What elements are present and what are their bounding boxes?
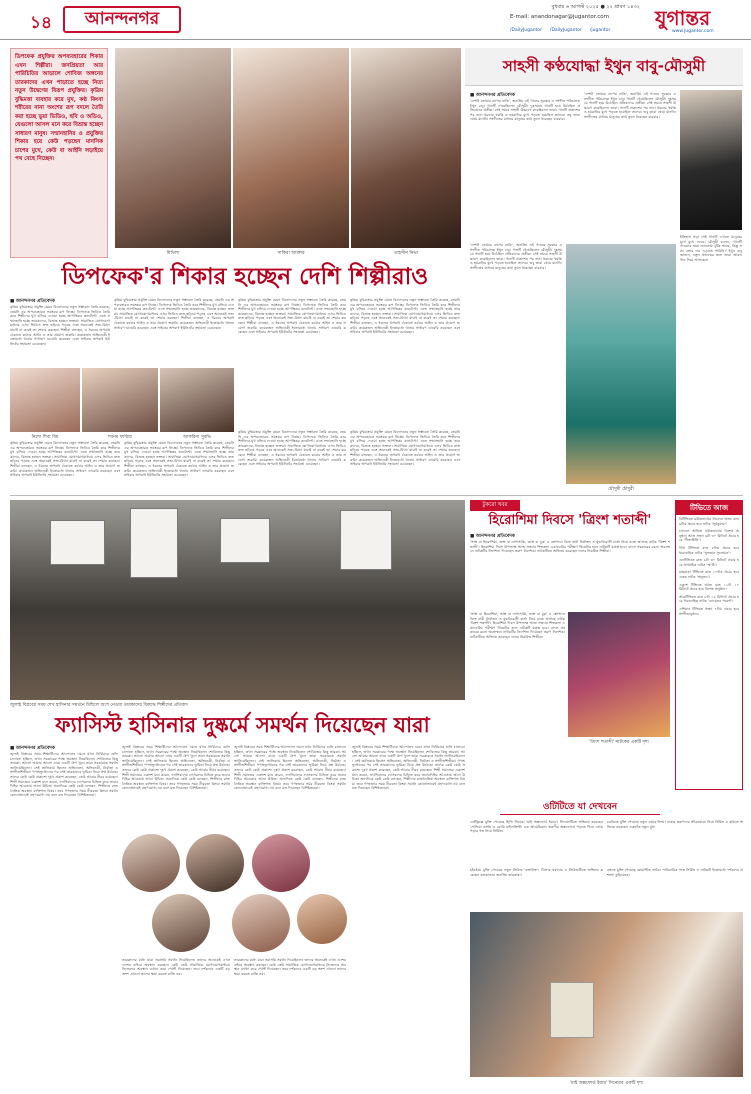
actress-photo-1 xyxy=(115,48,231,248)
tv-item: এনটিভিতে রাত ৯টা ৩০ মিনিটে প্রচার হবে সাপ্তাহিক নাটক 'আমি'। xyxy=(679,558,739,567)
fascist-body-col3b: তারকাদের মধ্যে যারা সরাসরি সমর্থন দিয়েছিলেন তাদের অনেকেই এখন দেশের বাইরে অবস্থান করছেন। কেউ কেউ সামাজিক যোগাযোগমাধ্যমে নিজেদের অবস্থান ব্যাখ্যা করে পোস্ট দিয়েছেন। তবে দর্শকদের একটি বড় অংশ এখনো তাদের ক্ষমা করতে রাজি নয়। xyxy=(234,958,346,976)
actress-photo-2 xyxy=(233,48,349,248)
small-photo-3 xyxy=(160,368,234,432)
tv-today-title: টিভিতে আজ xyxy=(676,501,742,515)
caption-3: তাহসীন নিভা xyxy=(393,251,419,256)
small-photo-2 xyxy=(82,368,158,432)
date-line: বুধবার ৬ আগস্ট ২০২৫ ● ২২ শ্রাবণ ১৪৩২ xyxy=(551,4,640,10)
hiroshima-kicker-text: টুকরো খবর xyxy=(482,502,508,508)
tv-item: বিটিভিতে রবীন্দ্রনাথের নিবেদন আজ রাত ৯টায় প্রচার হবে নাটক 'সূর্যকুমার'। xyxy=(679,517,739,526)
artist-photo-4 xyxy=(152,894,210,952)
deepfake-byline: ■ আনন্দনগর প্রতিবেদক xyxy=(10,299,55,304)
small-caption-1: নিশো শিবা বিয় xyxy=(31,435,59,440)
caption-2: সাকিরা আক্তার xyxy=(277,251,305,256)
artist-photo-1 xyxy=(122,834,180,892)
protest-placard-4 xyxy=(340,510,392,570)
tv-item: চ্যানেল আইতে রবীন্দ্রনাথের বিশেষ অনুষ্ঠান আজ সন্ধ্যা ৬টা ৩০ মিনিটে প্রচার হবে 'গীতাঞ্জলি'। xyxy=(679,529,739,543)
protest-photo xyxy=(10,500,465,700)
actress-photo-3 xyxy=(351,48,461,248)
artists-collage xyxy=(122,834,347,954)
artist-photo-3 xyxy=(252,834,310,892)
mousumi-photo xyxy=(566,244,676,484)
tv-today-list xyxy=(676,515,742,618)
section-title-text: আনন্দনগর xyxy=(84,9,160,29)
ott-item-1: নেটফ্লিক্সে মুক্তি পেয়েছে হিন্দি সিনেমা 'মাই অক্সফোর্ড ইয়ার'। সিনেমাটিতে অভিনয় করেছেন সোফিয়া কার্সন ও কোরি মাইলক্রিস্ট। এক আমেরিকান তরুণীর অক্সফোর্ডে পড়তে গিয়ে প্রেমে পড়ার গল্প নিয়ে নির্মিত। xyxy=(470,820,603,834)
hiroshima-body-2: 'তাম্র বা হিরোশিমা, তাম্র বা নাগাসাকি, তাম্র বা বুক' এ শ্লোগানে বিশ্বে নারী নির্যাতন ও যুদ্ধবিরোধী বার্তা নিয়ে মঞ্চে আসছে নাটক 'ত্রিংশ শতাব্দী'। হিরোশিমা দিবস উপলক্ষে আজ সন্ধ্যায় শিল্পকলা একাডেমির পরীক্ষণ থিয়েটার হলে নাটকটি মঞ্চস্থ হবে। বাদল সরকারের রচনা অবলম্বনে নাটকটির নির্দেশনা দিয়েছেন তরুণ নির্দেশক। নাটকটিতে অভিনয় করেছেন দলের নিয়মিত শিল্পীরা। xyxy=(470,612,565,639)
artist-photo-5 xyxy=(232,894,290,952)
tv-item: দীপ্ত টিভিতে রাত ৮টায় প্রচার হবে ধারাবাহিক নাটক 'সুলতান সুলেমান'। xyxy=(679,545,739,555)
deepfake-headline: ডিপফেক'র শিকার হচ্ছেন দেশি শিল্পীরাও xyxy=(61,264,429,290)
ott-photo xyxy=(470,912,743,1077)
ethun-photo xyxy=(680,90,742,230)
fascist-body-col4: জুলাই বিপ্লবের সময় শিক্ষার্থীদের আন্দোলন দমনে যখন নির্বিচারে গুলি চালানো হচ্ছিল, তখন সরকারের পক্ষে অবস্থান নিয়েছিলেন শোবিজের কিছু তারকা। আলো আমার আলো নামে একটি গ্রুপ খুলে তারা সরকারকে সমর্থন জানিয়েছিলেন। সেই তালিকায় ছিলেন অভিনেতা, অভিনেত্রী, নির্মাতা ও সংগীতশিল্পীরা। গণঅভ্যুত্থানের পর সেই তারকাদের ভূমিকা নিয়ে প্রশ্ন উঠেছে। তাদের কেউ কেউ প্রকাশ্যে দুঃখ প্রকাশ করেছেন, কেউ আবার নীরব রয়েছেন। শিল্পী সমাজের একাংশ মনে করেন, ফ্যাসিবাদের দোসরদের চিহ্নিত করে জবাবদিহির আওতায় আনা উচিত। অন্যদিকে কেউ কেউ বলছেন, শিল্পীদের রাজনৈতিক অবস্থান ব্যক্তিগত বিষয়। তবে গণহত্যার সময় নীরবতা কিংবা সমর্থন কোনোভাবেই গ্রহণযোগ্য নয় বলে মত দিয়েছেন বিশিষ্টজনরা। xyxy=(352,745,465,791)
mousumi-caption: মৌসুমী চৌধুরী xyxy=(608,487,634,492)
newspaper-logo: যুগান্তর xyxy=(655,6,711,30)
ethun-body-1: 'দেশটা তোমার বাপের নাকি', জনপ্রিয় এই গানের সুরকার ও সংগীত পরিচালক ইথুন বাবু। গানটি গেয়েছিলেন মৌসুমী। দুঃসময়ে গানটি হয়ে উঠেছিল প্রতিবাদের প্রতীক। সেই সময়ে সাহসী উচ্চারণ করেছিলেন তারা। গানটি প্রকাশের পর নানা ধরনের হুমকি ও হয়রানির মুখে পড়তে হয়েছিল তাদের। তবু তারা থেমে যাননি। সংগীতের মাধ্যমে মানুষের কথা তুলে ধরেছেন বারবার। xyxy=(470,99,580,122)
ott-caption: 'মাই অক্সফোর্ড ইয়ার' সিনেমার একটি দৃশ্য xyxy=(569,1081,644,1086)
deepfake-body-col4: কৃত্রিম বুদ্ধিমত্তার প্রযুক্তি যেমন বিনোদনের নতুন সম্ভাবনা তৈরি করেছে, তেমনি এর অপব্যবহারও ভয়ংকর রূপ নিচ্ছে। ডিপফেক ভিডিও তৈরি করে শিল্পীদের মুখ বসিয়ে দেওয়া হচ্ছে আপত্তিকর কনটেন্টে। এতে সম্মানহানি হচ্ছে তারকাদের, বিভ্রান্ত হচ্ছেন ভক্তরা। সামাজিক যোগাযোগমাধ্যমে এসব ভিডিও দ্রুত ছড়িয়ে পড়ছে এবং অনেকেই সত্য-মিথ্যা যাচাই না করেই তা শেয়ার করছেন। শিল্পীরা বলছেন, এ ধরনের অপরাধ ঠেকাতে কঠোর আইন ও তার প্রয়োগ জরুরি। কয়েকজন অভিনেত্রী ইতোমধ্যে থানায় সাধারণ ডায়েরি করেছেন এবং সাইবার অপরাধ ইউনিটের সহায়তা চেয়েছেন। xyxy=(350,298,460,335)
hiroshima-headline: হিরোশিমা দিবসে 'ত্রিংশ শতাব্দী' xyxy=(488,513,652,528)
divider-top xyxy=(10,495,743,496)
ott-item-3: চরকিতে মুক্তি পেয়েছে নতুন ওয়েব ফিল্ম। ঢাকার তরুণদের জীবনযাত্রা নিয়ে নির্মিত এ ছবিতে অভিনয় করেছেন একঝাঁক নতুন মুখ। xyxy=(607,820,743,829)
ethun-headline: সাহসী কণ্ঠযোদ্ধা ইথুন বাবু-মৌসুমী xyxy=(502,57,706,75)
deepfake-body-col1: কৃত্রিম বুদ্ধিমত্তার প্রযুক্তি যেমন বিনোদনের নতুন সম্ভাবনা তৈরি করেছে, তেমনি এর অপব্যবহারও ভয়ংকর রূপ নিচ্ছে। ডিপফেক ভিডিও তৈরি করে শিল্পীদের মুখ বসিয়ে দেওয়া হচ্ছে আপত্তিকর কনটেন্টে। এতে সম্মানহানি হচ্ছে তারকাদের, বিভ্রান্ত হচ্ছেন ভক্তরা। সামাজিক যোগাযোগমাধ্যমে এসব ভিডিও দ্রুত ছড়িয়ে পড়ছে এবং অনেকেই সত্য-মিথ্যা যাচাই না করেই তা শেয়ার করছেন। শিল্পীরা বলছেন, এ ধরনের অপরাধ ঠেকাতে কঠোর আইন ও তার প্রয়োগ জরুরি। কয়েকজন অভিনেত্রী ইতোমধ্যে থানায় সাধারণ ডায়েরি করেছেন এবং সাইবার অপরাধ ইউনিটের সহায়তা চেয়েছেন। xyxy=(10,305,110,346)
facebook-link[interactable]: /DailyJugantor xyxy=(510,28,542,33)
small-caption-3: আফরিনা সুরভি xyxy=(183,435,211,440)
deepfake-sidebar xyxy=(10,48,108,258)
protest-placard-3 xyxy=(220,518,270,563)
email[interactable]: E-mail: anandonagar@jugantor.com xyxy=(510,14,610,20)
deepfake-body-col1b: কৃত্রিম বুদ্ধিমত্তার প্রযুক্তি যেমন বিনোদনের নতুন সম্ভাবনা তৈরি করেছে, তেমনি এর অপব্যবহারও ভয়ংকর রূপ নিচ্ছে। ডিপফেক ভিডিও তৈরি করে শিল্পীদের মুখ বসিয়ে দেওয়া হচ্ছে আপত্তিকর কনটেন্টে। এতে সম্মানহানি হচ্ছে তারকাদের, বিভ্রান্ত হচ্ছেন ভক্তরা। সামাজিক যোগাযোগমাধ্যমে এসব ভিডিও দ্রুত ছড়িয়ে পড়ছে এবং অনেকেই সত্য-মিথ্যা যাচাই না করেই তা শেয়ার করছেন। শিল্পীরা বলছেন, এ ধরনের অপরাধ ঠেকাতে কঠোর আইন ও তার প্রয়োগ জরুরি। কয়েকজন অভিনেত্রী ইতোমধ্যে থানায় সাধারণ ডায়েরি করেছেন এবং সাইবার অপরাধ ইউনিটের সহায়তা চেয়েছেন। xyxy=(10,441,120,478)
fascist-byline: ■ আনন্দনগর প্রতিবেদক xyxy=(10,746,55,751)
tv-item: এশিয়ান টিভিতে সন্ধ্যা ৭টায় প্রচার হবে সংগীতানুষ্ঠান। xyxy=(679,606,739,616)
tv-today-box xyxy=(675,500,743,790)
twitter-link[interactable]: /DailyJugantor xyxy=(549,28,582,33)
ott-title: ওটিটিতে যা দেখবেন xyxy=(500,800,660,815)
tv-item: মাছরাঙা টিভিতে রাত ১০টায় প্রচার হবে একক নাটক 'অনুভব'। xyxy=(679,570,739,579)
fascist-body-col1: জুলাই বিপ্লবের সময় শিক্ষার্থীদের আন্দোলন দমনে যখন নির্বিচারে গুলি চালানো হচ্ছিল, তখন সরকারের পক্ষে অবস্থান নিয়েছিলেন শোবিজের কিছু তারকা। আলো আমার আলো নামে একটি গ্রুপ খুলে তারা সরকারকে সমর্থন জানিয়েছিলেন। সেই তালিকায় ছিলেন অভিনেতা, অভিনেত্রী, নির্মাতা ও সংগীতশিল্পীরা। গণঅভ্যুত্থানের পর সেই তারকাদের ভূমিকা নিয়ে প্রশ্ন উঠেছে। তাদের কেউ কেউ প্রকাশ্যে দুঃখ প্রকাশ করেছেন, কেউ আবার নীরব রয়েছেন। শিল্পী সমাজের একাংশ মনে করেন, ফ্যাসিবাদের দোসরদের চিহ্নিত করে জবাবদিহির আওতায় আনা উচিত। অন্যদিকে কেউ কেউ বলছেন, শিল্পীদের রাজনৈতিক অবস্থান ব্যক্তিগত বিষয়। তবে গণহত্যার সময় নীরবতা কিংবা সমর্থন কোনোভাবেই গ্রহণযোগ্য নয় বলে মত দিয়েছেন বিশিষ্টজনরা। xyxy=(10,752,118,798)
protest-caption: জুলাই বিপ্লবের সময় শেখ হাসিনার সমর্থনে মিছিলে অংশ নেওয়া তারকাদের বিরুদ্ধে শিল্পীদের প্রতিবাদ xyxy=(10,703,188,708)
tv-item: একুশে টিভিতে আজ রাত ১১টা ১০ মিনিটে প্রচার হবে বিশেষ অনুষ্ঠান। xyxy=(679,582,739,592)
hiroshima-caption: 'ত্রিংশ শতাব্দী' নাটকের একটি দৃশ্য xyxy=(589,740,649,745)
fascist-body-col2: জুলাই বিপ্লবের সময় শিক্ষার্থীদের আন্দোলন দমনে যখন নির্বিচারে গুলি চালানো হচ্ছিল, তখন সরকারের পক্ষে অবস্থান নিয়েছিলেন শোবিজের কিছু তারকা। আলো আমার আলো নামে একটি গ্রুপ খুলে তারা সরকারকে সমর্থন জানিয়েছিলেন। সেই তালিকায় ছিলেন অভিনেতা, অভিনেত্রী, নির্মাতা ও সংগীতশিল্পীরা। গণঅভ্যুত্থানের পর সেই তারকাদের ভূমিকা নিয়ে প্রশ্ন উঠেছে। তাদের কেউ কেউ প্রকাশ্যে দুঃখ প্রকাশ করেছেন, কেউ আবার নীরব রয়েছেন। শিল্পী সমাজের একাংশ মনে করেন, ফ্যাসিবাদের দোসরদের চিহ্নিত করে জবাবদিহির আওতায় আনা উচিত। অন্যদিকে কেউ কেউ বলছেন, শিল্পীদের রাজনৈতিক অবস্থান ব্যক্তিগত বিষয়। তবে গণহত্যার সময় নীরবতা কিংবা সমর্থন কোনোভাবেই গ্রহণযোগ্য নয় বলে মত দিয়েছেন বিশিষ্টজনরা। xyxy=(122,745,230,791)
website-url[interactable]: www.jugantor.com xyxy=(672,29,714,34)
hiroshima-body-1: 'তাম্র বা হিরোশিমা, তাম্র বা নাগাসাকি, তাম্র বা বুক' এ শ্লোগানে বিশ্বে নারী নির্যাতন ও যুদ্ধবিরোধী বার্তা নিয়ে মঞ্চে আসছে নাটক 'ত্রিংশ শতাব্দী'। হিরোশিমা দিবস উপলক্ষে আজ সন্ধ্যায় শিল্পকলা একাডেমির পরীক্ষণ থিয়েটার হলে নাটকটি মঞ্চস্থ হবে। বাদল সরকারের রচনা অবলম্বনে নাটকটির নির্দেশনা দিয়েছেন তরুণ নির্দেশক। নাটকটিতে অভিনয় করেছেন দলের নিয়মিত শিল্পীরা। xyxy=(470,540,670,554)
masthead xyxy=(0,0,751,40)
deepfake-body-col2b: কৃত্রিম বুদ্ধিমত্তার প্রযুক্তি যেমন বিনোদনের নতুন সম্ভাবনা তৈরি করেছে, তেমনি এর অপব্যবহারও ভয়ংকর রূপ নিচ্ছে। ডিপফেক ভিডিও তৈরি করে শিল্পীদের মুখ বসিয়ে দেওয়া হচ্ছে আপত্তিকর কনটেন্টে। এতে সম্মানহানি হচ্ছে তারকাদের, বিভ্রান্ত হচ্ছেন ভক্তরা। সামাজিক যোগাযোগমাধ্যমে এসব ভিডিও দ্রুত ছড়িয়ে পড়ছে এবং অনেকেই সত্য-মিথ্যা যাচাই না করেই তা শেয়ার করছেন। শিল্পীরা বলছেন, এ ধরনের অপরাধ ঠেকাতে কঠোর আইন ও তার প্রয়োগ জরুরি। কয়েকজন অভিনেত্রী ইতোমধ্যে থানায় সাধারণ ডায়েরি করেছেন এবং সাইবার অপরাধ ইউনিটের সহায়তা চেয়েছেন। xyxy=(124,441,234,478)
small-photo-1 xyxy=(10,368,80,432)
ott-item-4: বঙ্গতে মুক্তি পেয়েছে রোমান্টিক নাটক। পারিবারিক গল্পে নির্মিত এ নাটকটি ইতোমধ্যে দর্শকদের প্রশংসা কুড়িয়েছে। xyxy=(607,868,743,877)
ethun-side-body: ইতিহাস গড়া সেই গানটি এখনো মানুষের মুখে মুখে ফেরে। মৌসুমী বলেন, 'গানটি গাওয়ার সময় জানতাম ঝুঁকি আছে, কিন্তু সত্য বলার দায় এড়াতে পারিনি।' ইথুন বাবু জানান, নতুন প্রজন্মের জন্য তারা আরও গান নিয়ে আসছেন। xyxy=(680,235,742,262)
hiroshima-kicker xyxy=(470,500,520,511)
deepfake-sidebar-text: ডিপফেক প্রযুক্তির অপব্যবহারের শিকার এখন শিল্পীরা। জনপ্রিয়তা আর পারিচিতির আড়ালে শোবিজ অঙ্গনের তারকাদের এখন পাড়াতে হচ্ছে নিত্য নতুন উদ্বেগের বিরূপ প্রযুক্তির। কৃত্রিম বুদ্ধিমত্তা ব্যবহার করে মুখ, কণ্ঠ কিংবা শরীরের নানা অংশের রূপ বদলে তৈরি করা হচ্ছে ভুয়া ভিডিও, ছবি ও অডিও, যেগুলো আসল মনে করে বিভ্রান্ত হচ্ছেন সাধারণ মানুষ। সম্মানহানির ও প্রযুক্তির শিকার হয়ে কেউ পড়ছেন মানসিক চাপের মুখে, কেউ বা আইনি লড়াইয়ে পথ বেছে নিচ্ছেন। xyxy=(15,54,103,162)
protest-placard-1 xyxy=(50,520,105,565)
deepfake-body-col4b: কৃত্রিম বুদ্ধিমত্তার প্রযুক্তি যেমন বিনোদনের নতুন সম্ভাবনা তৈরি করেছে, তেমনি এর অপব্যবহারও ভয়ংকর রূপ নিচ্ছে। ডিপফেক ভিডিও তৈরি করে শিল্পীদের মুখ বসিয়ে দেওয়া হচ্ছে আপত্তিকর কনটেন্টে। এতে সম্মানহানি হচ্ছে তারকাদের, বিভ্রান্ত হচ্ছেন ভক্তরা। সামাজিক যোগাযোগমাধ্যমে এসব ভিডিও দ্রুত ছড়িয়ে পড়ছে এবং অনেকেই সত্য-মিথ্যা যাচাই না করেই তা শেয়ার করছেন। শিল্পীরা বলছেন, এ ধরনের অপরাধ ঠেকাতে কঠোর আইন ও তার প্রয়োগ জরুরি। কয়েকজন অভিনেত্রী ইতোমধ্যে থানায় সাধারণ ডায়েরি করেছেন এবং সাইবার অপরাধ ইউনিটের সহায়তা চেয়েছেন। xyxy=(350,430,460,467)
section-title xyxy=(63,6,181,33)
page-number: ১৪ xyxy=(30,13,53,33)
ethun-body-3: 'দেশটা তোমার বাপের নাকি', জনপ্রিয় এই গানের সুরকার ও সংগীত পরিচালক ইথুন বাবু। গানটি গেয়েছিলেন মৌসুমী। দুঃসময়ে গানটি হয়ে উঠেছিল প্রতিবাদের প্রতীক। সেই সময়ে সাহসী উচ্চারণ করেছিলেন তারা। গানটি প্রকাশের পর নানা ধরনের হুমকি ও হয়রানির মুখে পড়তে হয়েছিল তাদের। তবু তারা থেমে যাননি। সংগীতের মাধ্যমে মানুষের কথা তুলে ধরেছেন বারবার। xyxy=(470,243,562,270)
book-prop xyxy=(550,982,594,1038)
fascist-headline: ফ্যাসিস্ট হাসিনার দুষ্কর্মে সমর্থন দিয়েছেন যারা xyxy=(55,713,430,737)
artist-photo-2 xyxy=(186,834,244,892)
ethun-headline-box xyxy=(465,48,743,86)
artist-photo-6 xyxy=(297,894,347,944)
ethun-byline: ■ আনন্দনগর প্রতিবেদক xyxy=(470,93,515,98)
deepfake-body-col3: কৃত্রিম বুদ্ধিমত্তার প্রযুক্তি যেমন বিনোদনের নতুন সম্ভাবনা তৈরি করেছে, তেমনি এর অপব্যবহারও ভয়ংকর রূপ নিচ্ছে। ডিপফেক ভিডিও তৈরি করে শিল্পীদের মুখ বসিয়ে দেওয়া হচ্ছে আপত্তিকর কনটেন্টে। এতে সম্মানহানি হচ্ছে তারকাদের, বিভ্রান্ত হচ্ছেন ভক্তরা। সামাজিক যোগাযোগমাধ্যমে এসব ভিডিও দ্রুত ছড়িয়ে পড়ছে এবং অনেকেই সত্য-মিথ্যা যাচাই না করেই তা শেয়ার করছেন। শিল্পীরা বলছেন, এ ধরনের অপরাধ ঠেকাতে কঠোর আইন ও তার প্রয়োগ জরুরি। কয়েকজন অভিনেত্রী ইতোমধ্যে থানায় সাধারণ ডায়েরি করেছেন এবং সাইবার অপরাধ ইউনিটের সহায়তা চেয়েছেন। xyxy=(238,298,346,335)
tv-item: আরটিভিতে রাত ৮টা ১৫ মিনিটে প্রচার হবে ধারাবাহিক নাটক 'ব্যাচেলর পয়েন্ট'। xyxy=(679,594,739,604)
caption-1: মিথিলা xyxy=(166,251,180,256)
social-links xyxy=(510,28,650,33)
hiroshima-byline: ■ আনন্দনগর প্রতিবেদক xyxy=(470,534,515,539)
ethun-body-2: 'দেশটা তোমার বাপের নাকি', জনপ্রিয় এই গানের সুরকার ও সংগীত পরিচালক ইথুন বাবু। গানটি গেয়েছিলেন মৌসুমী। দুঃসময়ে গানটি হয়ে উঠেছিল প্রতিবাদের প্রতীক। সেই সময়ে সাহসী উচ্চারণ করেছিলেন তারা। গানটি প্রকাশের পর নানা ধরনের হুমকি ও হয়রানির মুখে পড়তে হয়েছিল তাদের। তবু তারা থেমে যাননি। সংগীতের মাধ্যমে মানুষের কথা তুলে ধরেছেন বারবার। xyxy=(584,92,676,119)
hiroshima-photo xyxy=(568,612,670,737)
youtube-link[interactable]: /jugantor xyxy=(589,28,611,33)
deepfake-body-col2: কৃত্রিম বুদ্ধিমত্তার প্রযুক্তি যেমন বিনোদনের নতুন সম্ভাবনা তৈরি করেছে, তেমনি এর অপব্যবহারও ভয়ংকর রূপ নিচ্ছে। ডিপফেক ভিডিও তৈরি করে শিল্পীদের মুখ বসিয়ে দেওয়া হচ্ছে আপত্তিকর কনটেন্টে। এতে সম্মানহানি হচ্ছে তারকাদের, বিভ্রান্ত হচ্ছেন ভক্তরা। সামাজিক যোগাযোগমাধ্যমে এসব ভিডিও দ্রুত ছড়িয়ে পড়ছে এবং অনেকেই সত্য-মিথ্যা যাচাই না করেই তা শেয়ার করছেন। শিল্পীরা বলছেন, এ ধরনের অপরাধ ঠেকাতে কঠোর আইন ও তার প্রয়োগ জরুরি। কয়েকজন অভিনেত্রী ইতোমধ্যে থানায় সাধারণ ডায়েরি করেছেন এবং সাইবার অপরাধ ইউনিটের সহায়তা চেয়েছেন। xyxy=(114,298,234,330)
deepfake-body-col3b: কৃত্রিম বুদ্ধিমত্তার প্রযুক্তি যেমন বিনোদনের নতুন সম্ভাবনা তৈরি করেছে, তেমনি এর অপব্যবহারও ভয়ংকর রূপ নিচ্ছে। ডিপফেক ভিডিও তৈরি করে শিল্পীদের মুখ বসিয়ে দেওয়া হচ্ছে আপত্তিকর কনটেন্টে। এতে সম্মানহানি হচ্ছে তারকাদের, বিভ্রান্ত হচ্ছেন ভক্তরা। সামাজিক যোগাযোগমাধ্যমে এসব ভিডিও দ্রুত ছড়িয়ে পড়ছে এবং অনেকেই সত্য-মিথ্যা যাচাই না করেই তা শেয়ার করছেন। শিল্পীরা বলছেন, এ ধরনের অপরাধ ঠেকাতে কঠোর আইন ও তার প্রয়োগ জরুরি। কয়েকজন অভিনেত্রী ইতোমধ্যে থানায় সাধারণ ডায়েরি করেছেন এবং সাইবার অপরাধ ইউনিটের সহায়তা চেয়েছেন। xyxy=(238,430,346,467)
small-caption-2: শবনম ফারিয়া xyxy=(107,435,133,440)
fascist-body-col3: জুলাই বিপ্লবের সময় শিক্ষার্থীদের আন্দোলন দমনে যখন নির্বিচারে গুলি চালানো হচ্ছিল, তখন সরকারের পক্ষে অবস্থান নিয়েছিলেন শোবিজের কিছু তারকা। আলো আমার আলো নামে একটি গ্রুপ খুলে তারা সরকারকে সমর্থন জানিয়েছিলেন। সেই তালিকায় ছিলেন অভিনেতা, অভিনেত্রী, নির্মাতা ও সংগীতশিল্পীরা। গণঅভ্যুত্থানের পর সেই তারকাদের ভূমিকা নিয়ে প্রশ্ন উঠেছে। তাদের কেউ কেউ প্রকাশ্যে দুঃখ প্রকাশ করেছেন, কেউ আবার নীরব রয়েছেন। শিল্পী সমাজের একাংশ মনে করেন, ফ্যাসিবাদের দোসরদের চিহ্নিত করে জবাবদিহির আওতায় আনা উচিত। অন্যদিকে কেউ কেউ বলছেন, শিল্পীদের রাজনৈতিক অবস্থান ব্যক্তিগত বিষয়। তবে গণহত্যার সময় নীরবতা কিংবা সমর্থন কোনোভাবেই গ্রহণযোগ্য নয় বলে মত দিয়েছেন বিশিষ্টজনরা। xyxy=(234,745,346,791)
protest-placard-2 xyxy=(130,508,178,578)
fascist-body-col2b: তারকাদের মধ্যে যারা সরাসরি সমর্থন দিয়েছিলেন তাদের অনেকেই এখন দেশের বাইরে অবস্থান করছেন। কেউ কেউ সামাজিক যোগাযোগমাধ্যমে নিজেদের অবস্থান ব্যাখ্যা করে পোস্ট দিয়েছেন। তবে দর্শকদের একটি বড় অংশ এখনো তাদের ক্ষমা করতে রাজি নয়। xyxy=(122,958,230,976)
ott-item-2: হইচইয়ে মুক্তি পেয়েছে নতুন সিরিজ 'রক্তবীজ'। থ্রিলার ঘরানার এ সিরিজটিতে অভিনয় করেছেন কলকাতার জনপ্রিয় তারকারা। xyxy=(470,868,603,877)
